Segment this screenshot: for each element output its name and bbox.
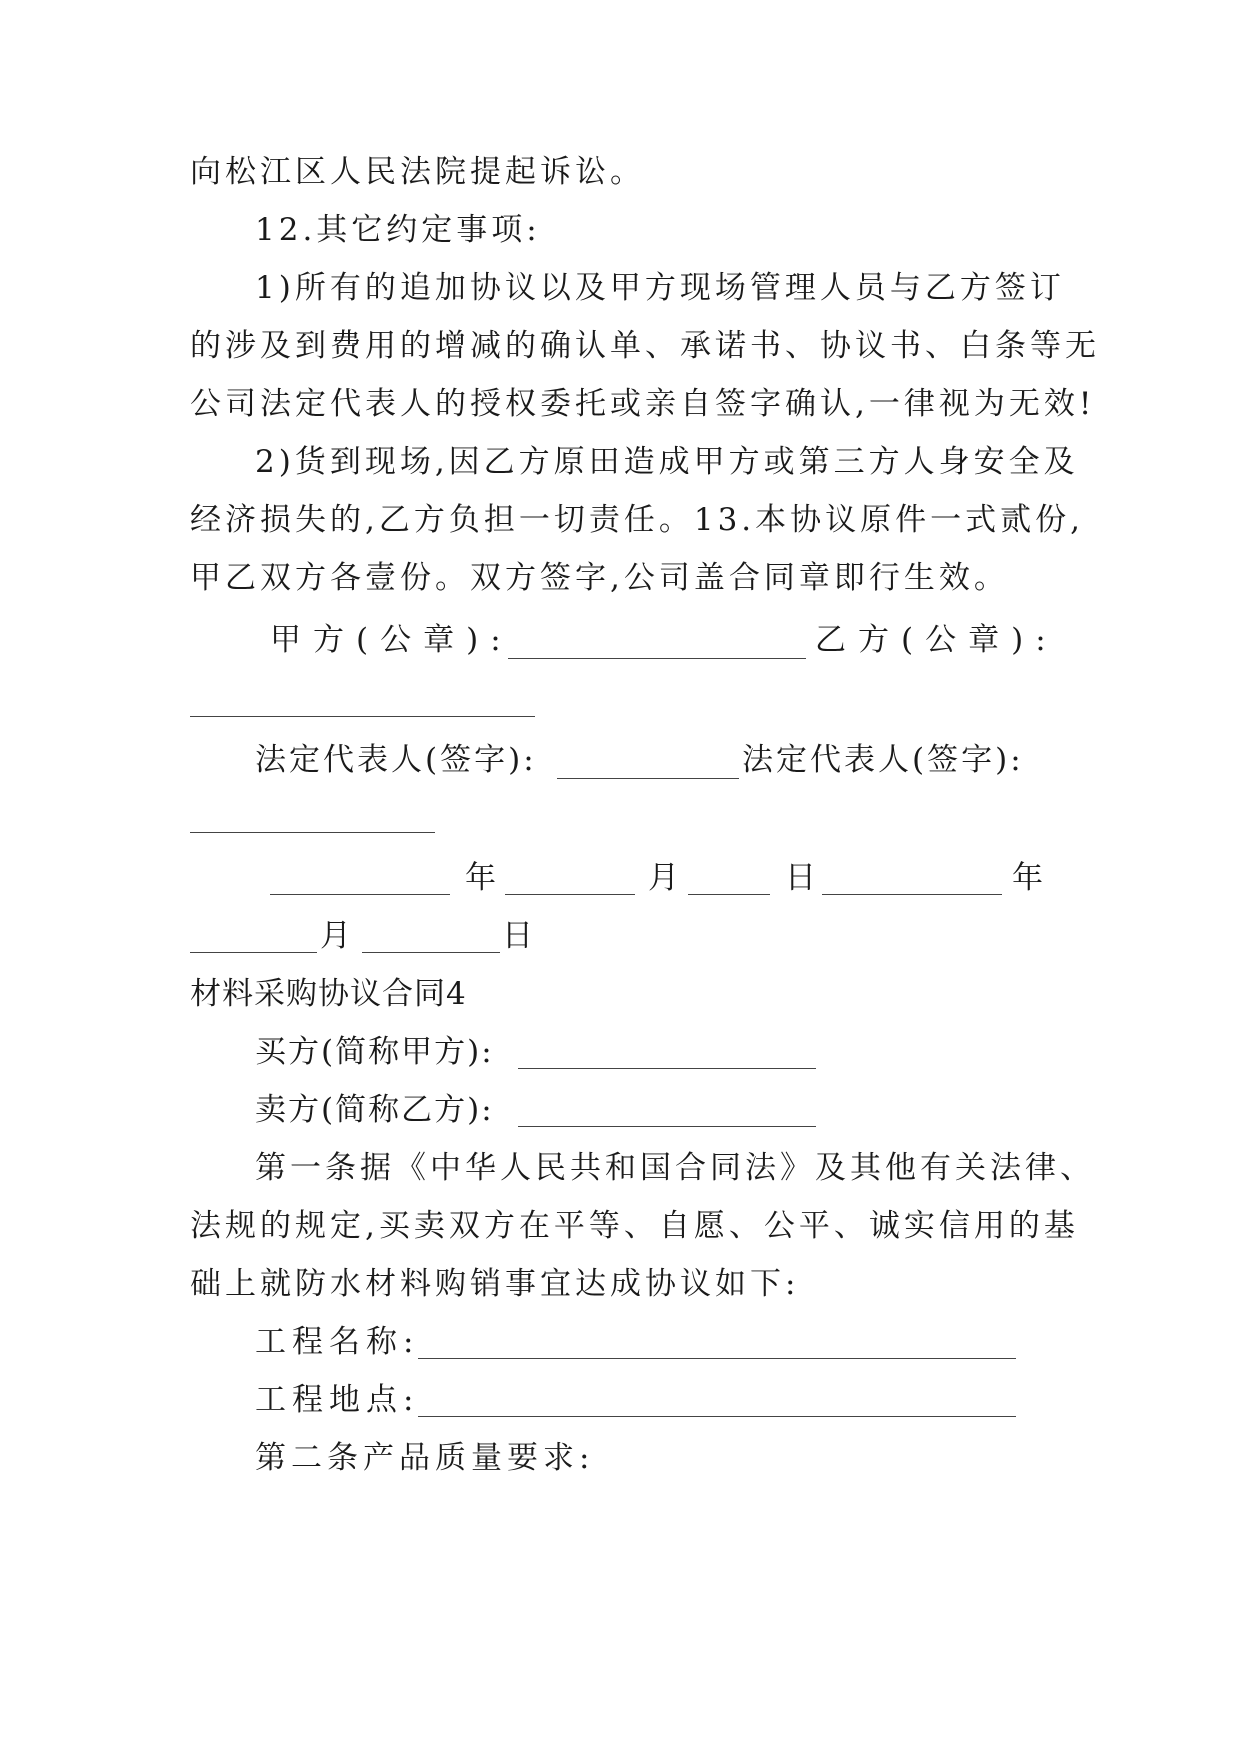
buyer-blank[interactable] (518, 1068, 816, 1069)
date-a-year-label: 年 (465, 860, 500, 896)
rep-b-signature-blank[interactable] (190, 832, 435, 833)
project-location-blank[interactable] (418, 1416, 1016, 1417)
date-a-day-blank[interactable] (688, 894, 770, 895)
party-a-seal-label: 甲方(公章): (270, 622, 513, 658)
date-b-year-blank[interactable] (822, 894, 1002, 895)
date-b-day-blank[interactable] (362, 952, 500, 953)
project-location-label: 工程地点: (255, 1382, 420, 1418)
clause-text-line: 2)货到现场,因乙方原田造成甲方或第三方人身安全及 (255, 444, 1079, 480)
party-b-seal-label: 乙方(公章): (815, 622, 1058, 658)
clause-text-line: 1)所有的追加协议以及甲方现场管理人员与乙方签订 (255, 270, 1065, 306)
clause-12-heading: 12.其它约定事项: (255, 212, 541, 248)
date-a-year-blank[interactable] (270, 894, 450, 895)
date-a-day-label: 日 (785, 860, 820, 896)
article2-heading: 第二条产品质量要求: (255, 1440, 595, 1476)
party-b-seal-blank[interactable] (190, 716, 535, 717)
article1-line: 第一条据《中华人民共和国合同法》及其他有关法律、 (255, 1150, 1095, 1186)
clause-text-line: 甲乙双方各壹份。双方签字,公司盖合同章即行生效。 (190, 560, 1009, 596)
buyer-label: 买方(简称甲方): (255, 1034, 494, 1070)
clause-text-line: 经济损失的,乙方负担一切责任。13.本协议原件一式贰份, (190, 502, 1085, 538)
date-a-month-blank[interactable] (505, 894, 635, 895)
seller-label: 卖方(简称乙方): (255, 1092, 494, 1128)
date-b-month-label: 月 (320, 918, 355, 954)
date-b-year-label: 年 (1012, 860, 1047, 896)
project-name-blank[interactable] (418, 1358, 1016, 1359)
project-name-label: 工程名称: (255, 1324, 420, 1360)
date-a-month-label: 月 (648, 860, 683, 896)
date-b-day-label: 日 (502, 918, 537, 954)
article1-line: 法规的规定,买卖双方在平等、自愿、公平、诚实信用的基 (190, 1208, 1079, 1244)
clause-text-line: 向松江区人民法院提起诉讼。 (190, 154, 645, 190)
party-a-seal-blank[interactable] (508, 658, 806, 659)
article1-line: 础上就防水材料购销事宜达成协议如下: (190, 1266, 800, 1302)
clause-text-line: 公司法定代表人的授权委托或亲自签字确认,一律视为无效! (190, 386, 1096, 422)
rep-a-signature-blank[interactable] (557, 778, 739, 779)
clause-text-line: 的涉及到费用的增减的确认单、承诺书、协议书、白条等无 (190, 328, 1100, 364)
rep-b-label: 法定代表人(签字): (742, 742, 1024, 778)
date-b-month-blank[interactable] (190, 952, 317, 953)
seller-blank[interactable] (518, 1126, 816, 1127)
rep-a-label: 法定代表人(签字): (255, 742, 537, 778)
section-title: 材料采购协议合同4 (190, 976, 467, 1012)
